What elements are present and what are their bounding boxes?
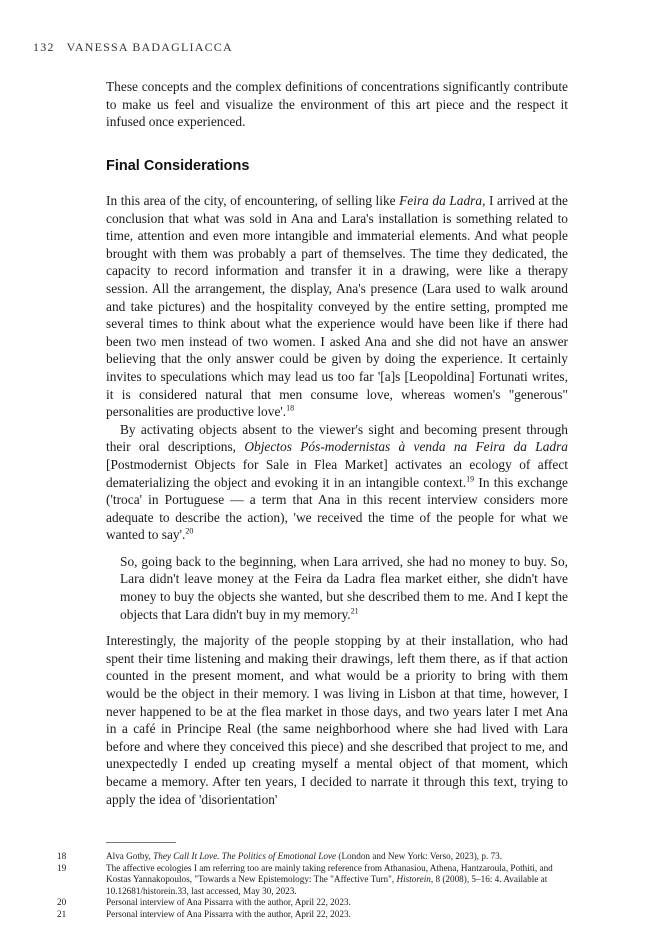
footnote-text: Personal interview of Ana Pissarra with the author, April 22, 2023.	[106, 897, 351, 908]
section-heading: Final Considerations	[106, 158, 250, 174]
footnote-text-post: , 8 (2008), 5–16: 4. Available at 10.12681/historein.33, last accessed, May 30, 2023.	[106, 874, 548, 896]
paragraph-2	[106, 421, 568, 544]
footnote-number: 19	[57, 862, 67, 873]
footnote-number: 20	[57, 897, 67, 908]
footnote-20	[57, 897, 577, 909]
footnote-text-post: (London and New York: Verso, 2023), p. 73.	[336, 851, 503, 861]
footnote-ref-21[interactable]: 21	[350, 606, 359, 616]
paragraph-2-text-c: In this exchange ('troca' in Portuguese — a term that Ana in this recent interview considers more adequate to describe the action), 'we received the time of the people for what we wanted to say'.	[106, 474, 568, 543]
footnote-number: 21	[57, 908, 67, 919]
intro-paragraph: These concepts and the complex definitions of concentrations significantly contribute to make us feel and visualize the environment of this art piece and the respect it infused once experienced.	[106, 79, 568, 130]
footnote-text-italic: They Call It Love. The Politics of Emotional Love	[153, 851, 337, 861]
footnote-18	[57, 851, 577, 863]
author-name: VANESSA BADAGLIACCA	[66, 40, 233, 54]
footnote-text-italic: Historein	[396, 874, 431, 885]
paragraph-2-text-b: [Postmodernist Objects for Sale in Flea Market] activates an ecology of affect dematerializing the object and evoking it in an intangible context.	[106, 456, 568, 490]
footnote-text	[106, 851, 577, 863]
intro-paragraph-block	[106, 78, 568, 131]
footnotes	[57, 851, 577, 921]
footnote-text-pre: Alva Gotby,	[106, 851, 154, 861]
running-head	[33, 40, 233, 55]
footnote-ref-18[interactable]: 18	[286, 403, 295, 413]
main-text	[106, 192, 568, 808]
paragraph-1-text-b: , I arrived at the conclusion that what was sold in Ana and Lara's installation is something related to time, attention and even more intangible and immaterial elements. And what people brought with them was probably a part of themselves. The time they dedicated, the capacity to record information and transfer it in a drawing, were like a therapy session. All the arrangement, the display, Ana's presence (Lara used to walk around and take pictures) and the hospitality conveyed by the entire setting, prompted me several times to think about what the experience would have been like if there had been two men instead of two women. I asked Ana and she did not have an answer believing that the only answer could be given by doing the experience. It certainly invites to speculations which may lead us too far '[a]s [Leopoldina] Fortunati writes, it is considered natural that men consume love, whereas women's "generous" personalities are productive love'.	[106, 193, 568, 420]
block-quote	[120, 553, 568, 623]
footnote-21	[57, 909, 577, 921]
footnote-divider	[106, 842, 176, 843]
paragraph-2-text-a: By activating objects absent to the viewer's sight and becoming present through their oral descriptions,	[106, 421, 568, 455]
footnote-text-pre: The affective ecologies I am referring too are mainly taking reference from Athanasiou, Athena, Hantzaroula, Pothiti, and Kostas Yannakopoulos, "Towards a New Epistemology: The "Affective Turn",	[106, 862, 553, 885]
footnote-19	[57, 863, 577, 898]
footnote-text: Personal interview of Ana Pissarra with the author, April 22, 2023.	[106, 908, 351, 919]
paragraph-1	[106, 192, 568, 421]
footnote-ref-19[interactable]: 19	[466, 474, 475, 484]
paragraph-3: Interestingly, the majority of the people stopping by at their installation, who had spent their time listening and making their drawings, left them there, as if that action counted in the present moment, and what would be a priority to bring with them would be the object in their memory. I was living in Lisbon at that time, however, I never happened to be at the flea market in those days, and two years later I met Ana in a café in Principe Real (the same neighborhood where she had lived with Lara before and where they conceived this piece) and she described that project to me, and unexpectedly I ended up creating myself a mental object of that moment, which became a memory. After ten years, I decided to narrate it through this text, trying to apply the idea of 'disorientation'	[106, 633, 568, 807]
footnote-text	[106, 863, 577, 898]
footnote-ref-20[interactable]: 20	[185, 526, 194, 536]
paragraph-1-italic: Feira da Ladra	[399, 193, 483, 208]
footnote-number: 18	[57, 851, 67, 861]
block-quote-text: So, going back to the beginning, when Lara arrived, she had no money to buy. So, Lara didn't leave money at the Feira da Ladra flea market either, she didn't have money to buy the objects she wanted, but she described them to me. And I kept the objects that Lara didn't buy in my memory.	[120, 553, 568, 622]
paragraph-2-italic: Objectos Pós-modernistas à venda na Feira da Ladra	[244, 439, 568, 455]
page-number: 132	[33, 40, 55, 54]
paragraph-1-text-a: In this area of the city, of encountering, of selling like	[106, 193, 400, 208]
